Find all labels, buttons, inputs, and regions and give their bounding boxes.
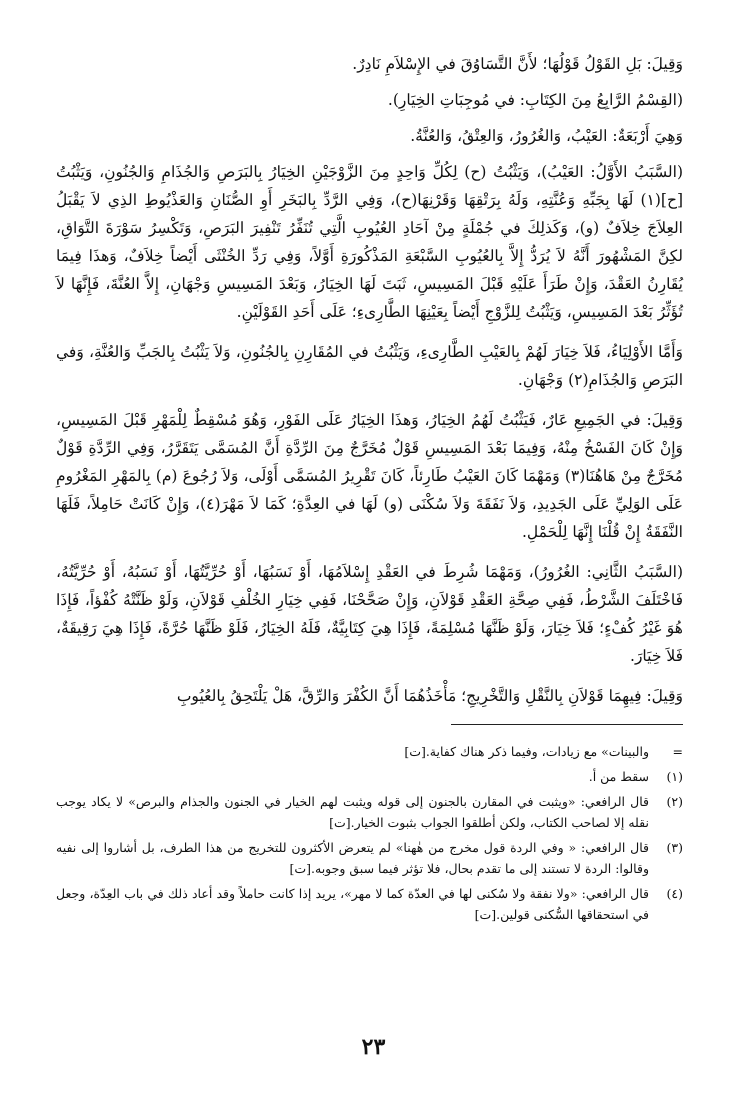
section-heading: (القِسْمُ الرَّابِعُ مِنَ الكِتَابِ: في مُوجِبَاتِ الخِيَارِ). (387, 91, 683, 109)
paragraph: وَقِيلَ: بَلِ القَوْلُ قَوْلُهَا؛ لأَنَّ التَّسَاوُقَ في الإِسْلاَمِ نَادِرٌ. (352, 55, 683, 73)
footnote (56, 741, 683, 762)
page-number: ٢٣ (361, 1034, 386, 1060)
paragraph: (السَّبَبُ الأَوَّلُ: العَيْبُ)، وَيَثْبُتُ (ح) لِكُلِّ وَاحِدٍ مِنَ الزَّوْجَيْنِ الخِيَارُ بِالبَرَصِ وَالجُذَامِ وَالجُنُونِ، وَيَثْبُتُ [ح](١) لَهَا بِجَبِّهِ وَعُنَّتِهِ، وَلَهُ بِرَتْقِهَا وَقَرْنِهَا(ح)، وَفِي الرَّدِّ بِالبَخَرِ أَوِ الصُّنَانِ وَالعَذْيُوطِ الذِي لاَ يَقْبَلُ العِلاَجَ خِلاَفٌ (و)، وَكَذلِكَ في جُمْلَةٍ مِنْ آحَادِ العُيُوبِ الَّتِي تُنَفِّرُ تَنْفِيرَ البَرَصِ، وَتَكْسِرُ سَوْرَةَ التَّوَاقِ، لكِنَّ المَشْهُورَ أَنَّهُ لاَ يُرَدُّ إِلاَّ بِالعُيُوبِ السَّبْعَةِ المَذْكُورَةِ أَوَّلاً، وَفِي رَدِّ الخُنْثَى أَيْضاً خِلاَفٌ، وَهذَا فِيمَا يُقَارِنُ العَقْدَ، وَإِنْ طَرَأَ عَلَيْهِ قَبْلَ المَسِيسِ، ثَبَتَ لَهَا الخِيَارُ، وَبَعْدَ المَسِيسِ وَجْهَانِ، إِلاَّ العُنَّةَ، فَإِنَّهَا لاَ تُؤَثِّرُ بَعْدَ المَسِيسِ، وَيَثْبُتُ لِلزَّوْجِ أَيْضاً بِعَيْنِهَا الطَّارِىءِ؛ عَلَى أَحَدِ القَوْلَيْنِ. (56, 163, 683, 321)
footnote (56, 883, 683, 925)
footnote-number: (٢) (666, 794, 683, 809)
paragraph: (السَّبَبُ الثَّانِي: الغُرُورُ)، وَمَهْمَا شُرِطَ في العَقْدِ إِسْلاَمُهَا، أَوْ نَسَبُهَا، أَوْ حُرِّيَّتُهَا، أَوْ نَسَبُهُ، أَوْ حُرِّيَّتُهُ، فَاخْتَلَفَ الشَّرْطُ، فَفِي صِحَّةِ العَقْدِ قَوْلاَنِ، وَإِنْ صَحَّحْنَا، فَفِي خِيَارِ الخُلْفِ قَوْلاَنِ، وَلَوْ ظَنَّتْهُ كُفْؤاً، فَإِذَا هُوَ غَيْرُ كُفْءٍ؛ فَلاَ خِيَارَ، وَلَوْ ظَنَّهَا مُسْلِمَةً، فَإِذَا هِيَ كِتَابِيَّةٌ، فَلَهُ الخِيَارُ، فَلَوْ ظَنَّهَا حُرَّةً، فَإِذَا هِيَ رَقِيقَةٌ، فَلاَ خِيَارَ. (56, 563, 683, 665)
footnote-number: = (672, 744, 683, 759)
main-text (56, 50, 683, 710)
footnote (56, 791, 683, 833)
footnote-number: (١) (666, 769, 683, 784)
footnote-number: (٣) (666, 840, 683, 855)
footnotes (56, 741, 683, 925)
footnote-text: قال الرافعي: «ويثبت في المقارن بالجنون إلى قوله ويثبت لهم الخيار في الجنون والجذام والبرص» لا يكاد يوجب نقله إلا لصاحب الكتاب، ولكن أطلقوا الجواب بثبوت الخيار.[ت] (56, 794, 649, 830)
paragraph: وَهِيَ أَرْبَعَةٌ: العَيْبُ، وَالغُرُورُ، وَالعِتْقُ، وَالعُنَّةُ. (410, 127, 683, 145)
paragraph: وَقِيلَ: في الجَمِيعِ عَارٌ، فَيَثْبُتُ لَهُمُ الخِيَارُ، وَهذَا الخِيَارُ عَلَى الفَوْرِ، وَهُوَ مُسْقِطٌ لِلْمَهْرِ قَبْلَ المَسِيسِ، وَإِنْ كَانَ الفَسْخُ مِنْهُ، وَفِيمَا بَعْدَ المَسِيسِ قَوْلٌ مُخَرَّجٌ مِنَ الرِّدَّةِ أَنَّ المُسَمَّى يَتَقَرَّرُ، وَفِي الرِّدَّةِ قَوْلٌ مُخَرَّجٌ مِنْ هَاهُنَا(٣) وَمَهْمَا كَانَ العَيْبُ طَارِئاً، كَانَ تَقْرِيرُ المُسَمَّى أَوْلَى، وَلاَ رُجُوعَ (م) بِالمَهْرِ المَغْرُومِ عَلَى الوَلِيِّ عَلَى الجَدِيدِ، وَلاَ نَفَقَةَ وَلاَ سُكْنَى (و) لَهَا في العِدَّةِ؛ كَمَا لاَ مَهْرَ(٤)، وَإِنْ كَانَتْ حَامِلاً، فَلَهَا النَّفَقَةُ إِنْ قُلْنَا إِنَّهَا لِلْحَمْلِ. (56, 411, 684, 541)
footnote-text: قال الرافعي: «ولا نفقة ولا سُكنى لها في العدّة كما لا مهر»، يريد إذا كانت حاملاً وقد أعاد ذلك في باب العِدّة، وجعل في استحقاقها السُّكنى قولين.[ت] (56, 886, 649, 922)
paragraph: وَأَمَّا الأَوْلِيَاءُ، فَلاَ خِيَارَ لَهُمْ بِالعَيْبِ الطَّارِىءِ، وَيَثْبُتُ في المُقَارِنِ بِالجُنُونِ، وَلاَ يَثْبُتُ بِالجَبِّ وَالعُنَّةِ، وَفي البَرَصِ وَالجُذَامِ(٢) وَجْهَانِ. (56, 343, 683, 389)
footnote-divider (451, 724, 683, 725)
paragraph: وَقِيلَ: فِيهِمَا قَوْلاَنِ بِالنَّقْلِ وَالتَّخْرِيجِ؛ مَأْخَذُهُمَا أَنَّ الكُفْرَ وَالرِّقَّ، هَلْ يَلْتَحِقُ بِالعُيُوبِ (176, 687, 683, 705)
footnote-number: (٤) (666, 886, 683, 901)
footnote-text: قال الرافعي: « وفي الردة قول مخرج من هٰهنا» لم يتعرض الأكثرون للتخريج من هذا الطرف، بل أشاروا إلى نفيه وقالوا: الردة لا تستند إلى ما تقدم بحال، فلا تؤثر فيما سبق وجوبه.[ت] (56, 840, 649, 876)
footnote (56, 837, 683, 879)
footnote-text: سقط من أ. (588, 769, 649, 784)
footnote (56, 766, 683, 787)
footnote-text: والبينات» مع زيادات، وفيما ذكر هناك كفاية.[ت] (404, 744, 649, 759)
